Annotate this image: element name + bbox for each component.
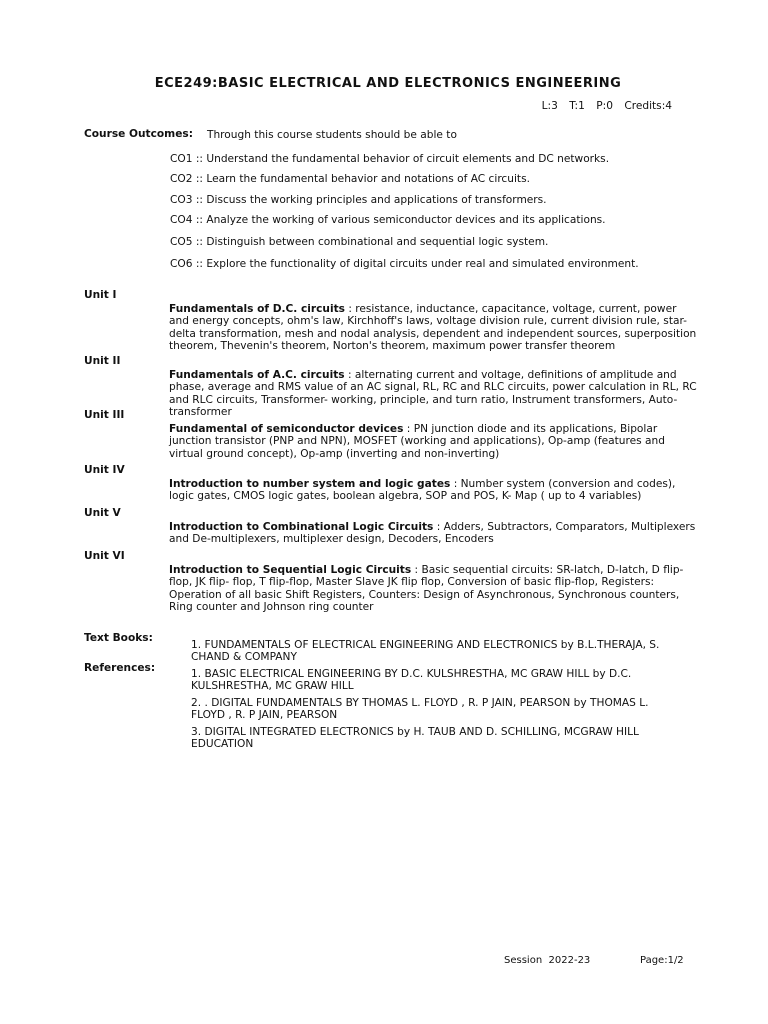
reference-item: 1. BASIC ELECTRICAL ENGINEERING BY D.C. KULSHRESTHA, MC GRAW HILL by D.C. KULSHRESTHA, MC GRAW HILL <box>191 668 632 693</box>
unit-heading: Fundamentals of A.C. circuits <box>169 369 345 381</box>
tutorial-hours: T:1 <box>569 100 585 112</box>
unit-content <box>169 423 699 460</box>
unit-label: Unit V <box>84 507 121 519</box>
course-outcome-item: CO3 :: Discuss the working principles and applications of transformers. <box>170 194 547 206</box>
unit-label: Unit I <box>84 289 117 301</box>
course-outcome-item: CO2 :: Learn the fundamental behavior and notations of AC circuits. <box>170 173 530 185</box>
course-outcomes-intro: Through this course students should be able to <box>207 129 457 141</box>
reference-item: 3. DIGITAL INTEGRATED ELECTRONICS by H. TAUB AND D. SCHILLING, MCGRAW HILL EDUCATION <box>191 726 639 751</box>
session-label: Session 2022-23 <box>504 955 591 966</box>
reference-item: 2. . DIGITAL FUNDAMENTALS BY THOMAS L. FLOYD , R. P JAIN, PEARSON by THOMAS L. FLOYD , R. P JAIN, PEARSON <box>191 697 649 722</box>
practical-hours: P:0 <box>596 100 613 112</box>
unit-heading: Introduction to Sequential Logic Circuits <box>169 564 412 576</box>
text-books-label: Text Books: <box>84 632 153 644</box>
credits: Credits:4 <box>624 100 672 112</box>
unit-text: : PN junction diode and its applications, Bipolar junction transistor (PNP and NPN), MOSFET (working and applications), Op-amp (features and virtual ground concept), Op-amp (inverting and non-inverting) <box>169 423 665 460</box>
unit-content <box>169 521 699 546</box>
credit-structure <box>534 100 672 112</box>
text-book-item: 1. FUNDAMENTALS OF ELECTRICAL ENGINEERING AND ELECTRONICS by B.L.THERAJA, S. CHAND & COMPANY <box>191 639 660 664</box>
unit-content <box>169 369 699 419</box>
references-label: References: <box>84 662 156 674</box>
unit-heading: Fundamentals of D.C. circuits <box>169 303 345 315</box>
unit-text: : resistance, inductance, capacitance, voltage, current, power and energy concepts, ohm's law, Kirchhoff's laws, voltage division rule, current division rule, star-delta transformation, mesh and nodal analysis, dependent and independent sources, superposition theorem, Thevenin's theorem, Norton's theorem, maximum power transfer theorem <box>169 303 697 353</box>
unit-label: Unit IV <box>84 464 125 476</box>
unit-label: Unit III <box>84 409 125 421</box>
course-outcome-item: CO4 :: Analyze the working of various semiconductor devices and its applications. <box>170 214 606 226</box>
page-title: ECE249:BASIC ELECTRICAL AND ELECTRONICS ENGINEERING <box>154 76 622 91</box>
unit-content <box>169 564 699 614</box>
unit-content <box>169 303 699 353</box>
unit-text: : alternating current and voltage, definitions of amplitude and phase, average and RMS value of an AC signal, RL, RC and RLC circuits, power calculation in RL, RC and RLC circuits, Transformer- working, principle, and turn ratio, Instrument transformers, Auto-transformer <box>169 369 697 419</box>
unit-heading: Introduction to number system and logic gates <box>169 478 451 490</box>
course-outcome-item: CO6 :: Explore the functionality of digital circuits under real and simulated environment. <box>170 258 639 270</box>
course-outcomes-label: Course Outcomes: <box>84 128 193 140</box>
unit-text: : Adders, Subtractors, Comparators, Multiplexers and De-multiplexers, multiplexer design, Decoders, Encoders <box>169 521 696 546</box>
unit-text: : Basic sequential circuits: SR-latch, D-latch, D flip-flop, JK flip- flop, T flip-flop, Master Slave JK flip flop, Conversion of basic flip-flop, Registers: Operation of all basic Shift Registers, Counters: Design of Asynchronous, Synchronous counters, Ring counter and Johnson ring counter <box>169 564 684 614</box>
unit-label: Unit II <box>84 355 121 367</box>
unit-label: Unit VI <box>84 550 125 562</box>
unit-heading: Fundamental of semiconductor devices <box>169 423 404 435</box>
page-number: Page:1/2 <box>640 955 684 966</box>
unit-heading: Introduction to Combinational Logic Circuits <box>169 521 434 533</box>
lecture-hours: L:3 <box>541 100 558 112</box>
course-outcome-item: CO1 :: Understand the fundamental behavior of circuit elements and DC networks. <box>170 153 610 165</box>
course-outcome-item: CO5 :: Distinguish between combinational and sequential logic system. <box>170 236 549 248</box>
unit-text: : Number system (conversion and codes), logic gates, CMOS logic gates, boolean algebra, SOP and POS, K- Map ( up to 4 variables) <box>169 478 676 503</box>
unit-content <box>169 478 699 503</box>
